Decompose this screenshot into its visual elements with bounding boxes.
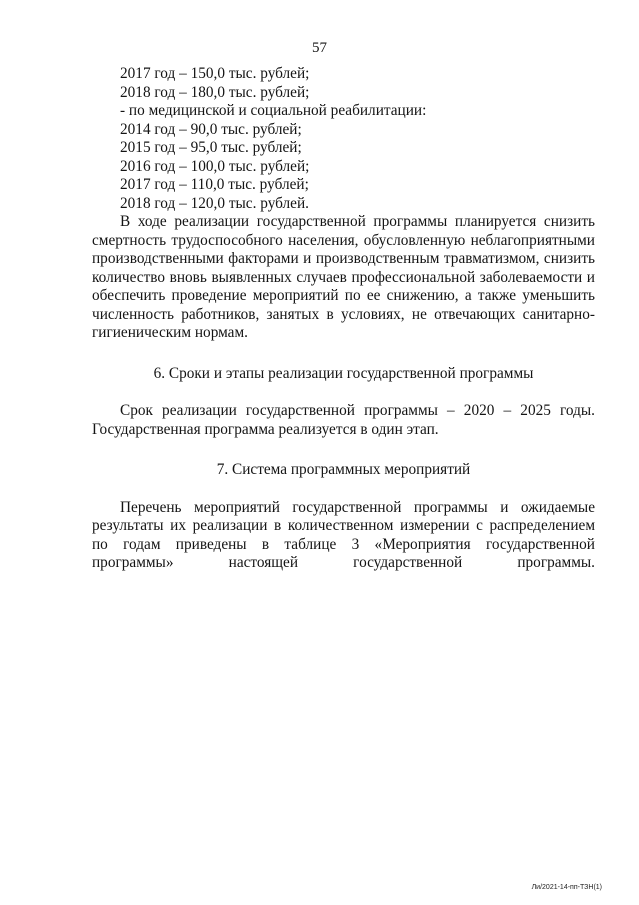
text-line: 2018 год – 120,0 тыс. рублей.	[120, 194, 309, 212]
section-heading-6: 6. Сроки и этапы реализации государственной программы	[153, 364, 534, 382]
text-line: 2015 год – 95,0 тыс. рублей;	[120, 139, 302, 156]
text-line: 2014 год – 90,0 тыс. рублей;	[120, 120, 302, 138]
text-line: 2018 год – 180,0 тыс. рублей;	[120, 83, 310, 101]
paragraph-measures: Перечень мероприятий государственной программы и ожидаемые результаты их реализации в количественном измерении с распределением по годам приведены в таблице 3 «Мероприятия государственной программы» настоящей государственной программы.	[92, 498, 595, 571]
paragraph-terms: Срок реализации государственной программы – 2020 – 2025 годы. Государственная программа реализуется в один этап.	[92, 402, 595, 438]
text-line: 2016 год – 100,0 тыс. рублей;	[120, 157, 310, 175]
text-line: 2017 год – 150,0 тыс. рублей;	[120, 65, 310, 82]
document-code: Ли/2021-14-пп-ТЗН(1)	[531, 884, 602, 891]
text-line: - по медицинской и социальной реабилитации:	[120, 102, 427, 119]
section-heading-7: 7. Система программных мероприятий	[216, 461, 471, 478]
text-line: 2017 год – 110,0 тыс. рублей;	[120, 176, 309, 193]
paragraph-goals: В ходе реализации государственной программы планируется снизить смертность трудоспособного населения, обусловленную неблагоприятными производственными факторами и производственным травматизмом, снизить количество вновь выявленных случаев профессиональной заболеваемости и обеспечить проведение мероприятий по ее снижению, а также уменьшить численность работников, занятых в условиях, не отвечающих санитарно-гигиеническим нормам.	[92, 213, 595, 341]
document-body	[92, 65, 595, 573]
page-number: 57	[312, 40, 327, 56]
